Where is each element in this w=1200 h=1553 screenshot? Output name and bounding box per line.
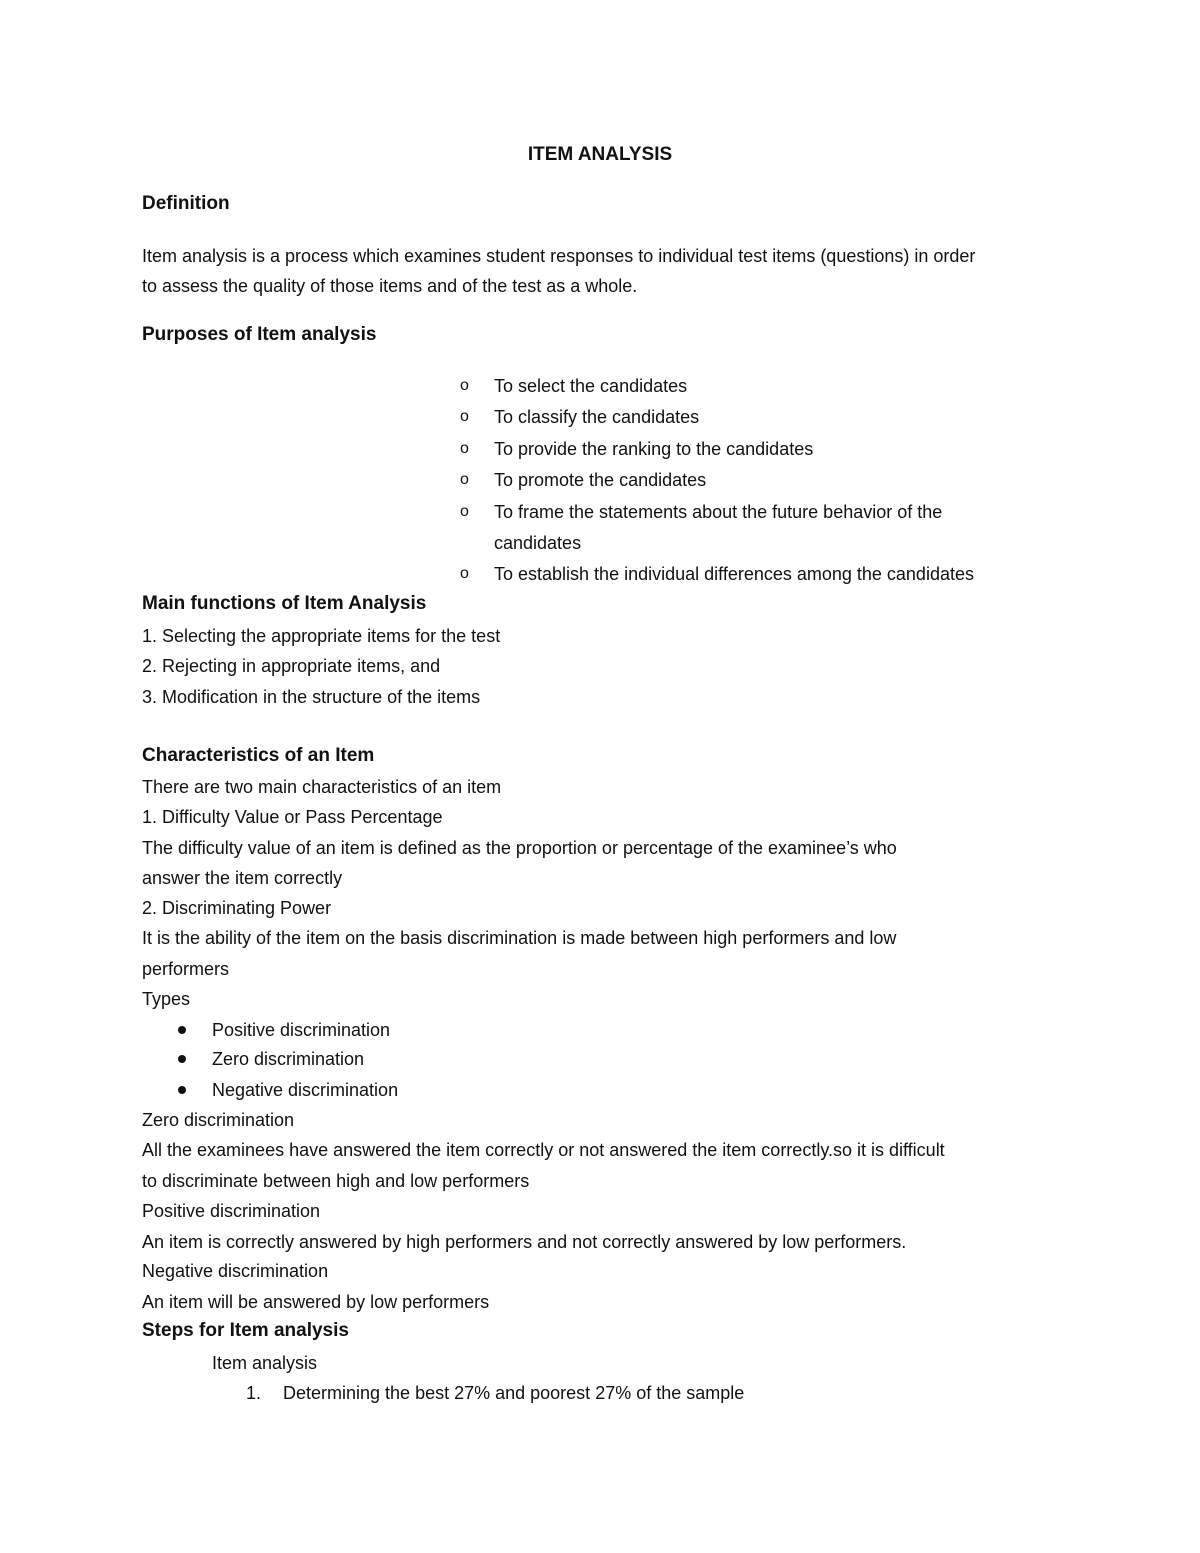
types-label: Types: [142, 989, 191, 1009]
characteristics-line: Zero discrimination: [142, 1110, 295, 1130]
main-functions-heading: Main functions of Item Analysis: [142, 593, 427, 614]
step-number: 1.: [246, 1383, 262, 1403]
characteristics-line: An item will be answered by low performers: [142, 1292, 490, 1312]
function-item: 2. Rejecting in appropriate items, and: [142, 656, 441, 676]
definition-line-1: Item analysis is a process which examines student responses to individual test items (questions) in order: [142, 246, 976, 266]
bullet-marker: o: [460, 408, 469, 425]
characteristics-line: answer the item correctly: [142, 868, 343, 888]
purpose-item: To promote the candidates: [494, 470, 707, 490]
characteristics-heading: Characteristics of an Item: [142, 745, 375, 766]
purpose-item: To classify the candidates: [494, 407, 700, 427]
function-item: 1. Selecting the appropriate items for the test: [142, 626, 501, 646]
purpose-item: To frame the statements about the future behavior of the: [494, 502, 943, 522]
type-item: Zero discrimination: [212, 1049, 365, 1069]
type-item: Negative discrimination: [212, 1080, 399, 1100]
characteristics-line: performers: [142, 959, 230, 979]
bullet-marker: o: [460, 471, 469, 488]
steps-heading: Steps for Item analysis: [142, 1320, 349, 1341]
purpose-item: To establish the individual differences among the candidates: [494, 564, 974, 584]
type-item: Positive discrimination: [212, 1020, 391, 1040]
characteristics-line: All the examinees have answered the item correctly or not answered the item correctly.so it is difficult: [142, 1140, 945, 1160]
bullet-dot-icon: [178, 1055, 186, 1063]
characteristics-line: An item is correctly answered by high performers and not correctly answered by low performers.: [142, 1232, 907, 1252]
bullet-dot-icon: [178, 1026, 186, 1034]
page-title: ITEM ANALYSIS: [527, 144, 673, 165]
characteristics-line: 2. Discriminating Power: [142, 898, 332, 918]
characteristics-line: Positive discrimination: [142, 1201, 321, 1221]
steps-subheading: Item analysis: [212, 1353, 318, 1373]
characteristics-line: 1. Difficulty Value or Pass Percentage: [142, 807, 443, 827]
definition-heading: Definition: [142, 193, 230, 214]
bullet-marker: o: [460, 440, 469, 457]
purpose-item: To select the candidates: [494, 376, 688, 396]
purposes-heading: Purposes of Item analysis: [142, 324, 377, 345]
function-item: 3. Modification in the structure of the items: [142, 687, 481, 707]
characteristics-line: It is the ability of the item on the basis discrimination is made between high performers and low: [142, 928, 897, 948]
definition-line-2: to assess the quality of those items and of the test as a whole.: [142, 276, 638, 296]
characteristics-line: The difficulty value of an item is defined as the proportion or percentage of the examinee’s who: [142, 838, 897, 858]
purpose-item: To provide the ranking to the candidates: [494, 439, 814, 459]
bullet-dot-icon: [178, 1086, 186, 1094]
bullet-marker: o: [460, 503, 469, 520]
characteristics-line: to discriminate between high and low performers: [142, 1171, 530, 1191]
step-item: Determining the best 27% and poorest 27% of the sample: [283, 1383, 745, 1403]
bullet-marker: o: [460, 565, 469, 582]
bullet-marker: o: [460, 377, 469, 394]
characteristics-line: There are two main characteristics of an item: [142, 777, 502, 797]
purpose-item-continuation: candidates: [494, 533, 582, 553]
characteristics-line: Negative discrimination: [142, 1261, 329, 1281]
